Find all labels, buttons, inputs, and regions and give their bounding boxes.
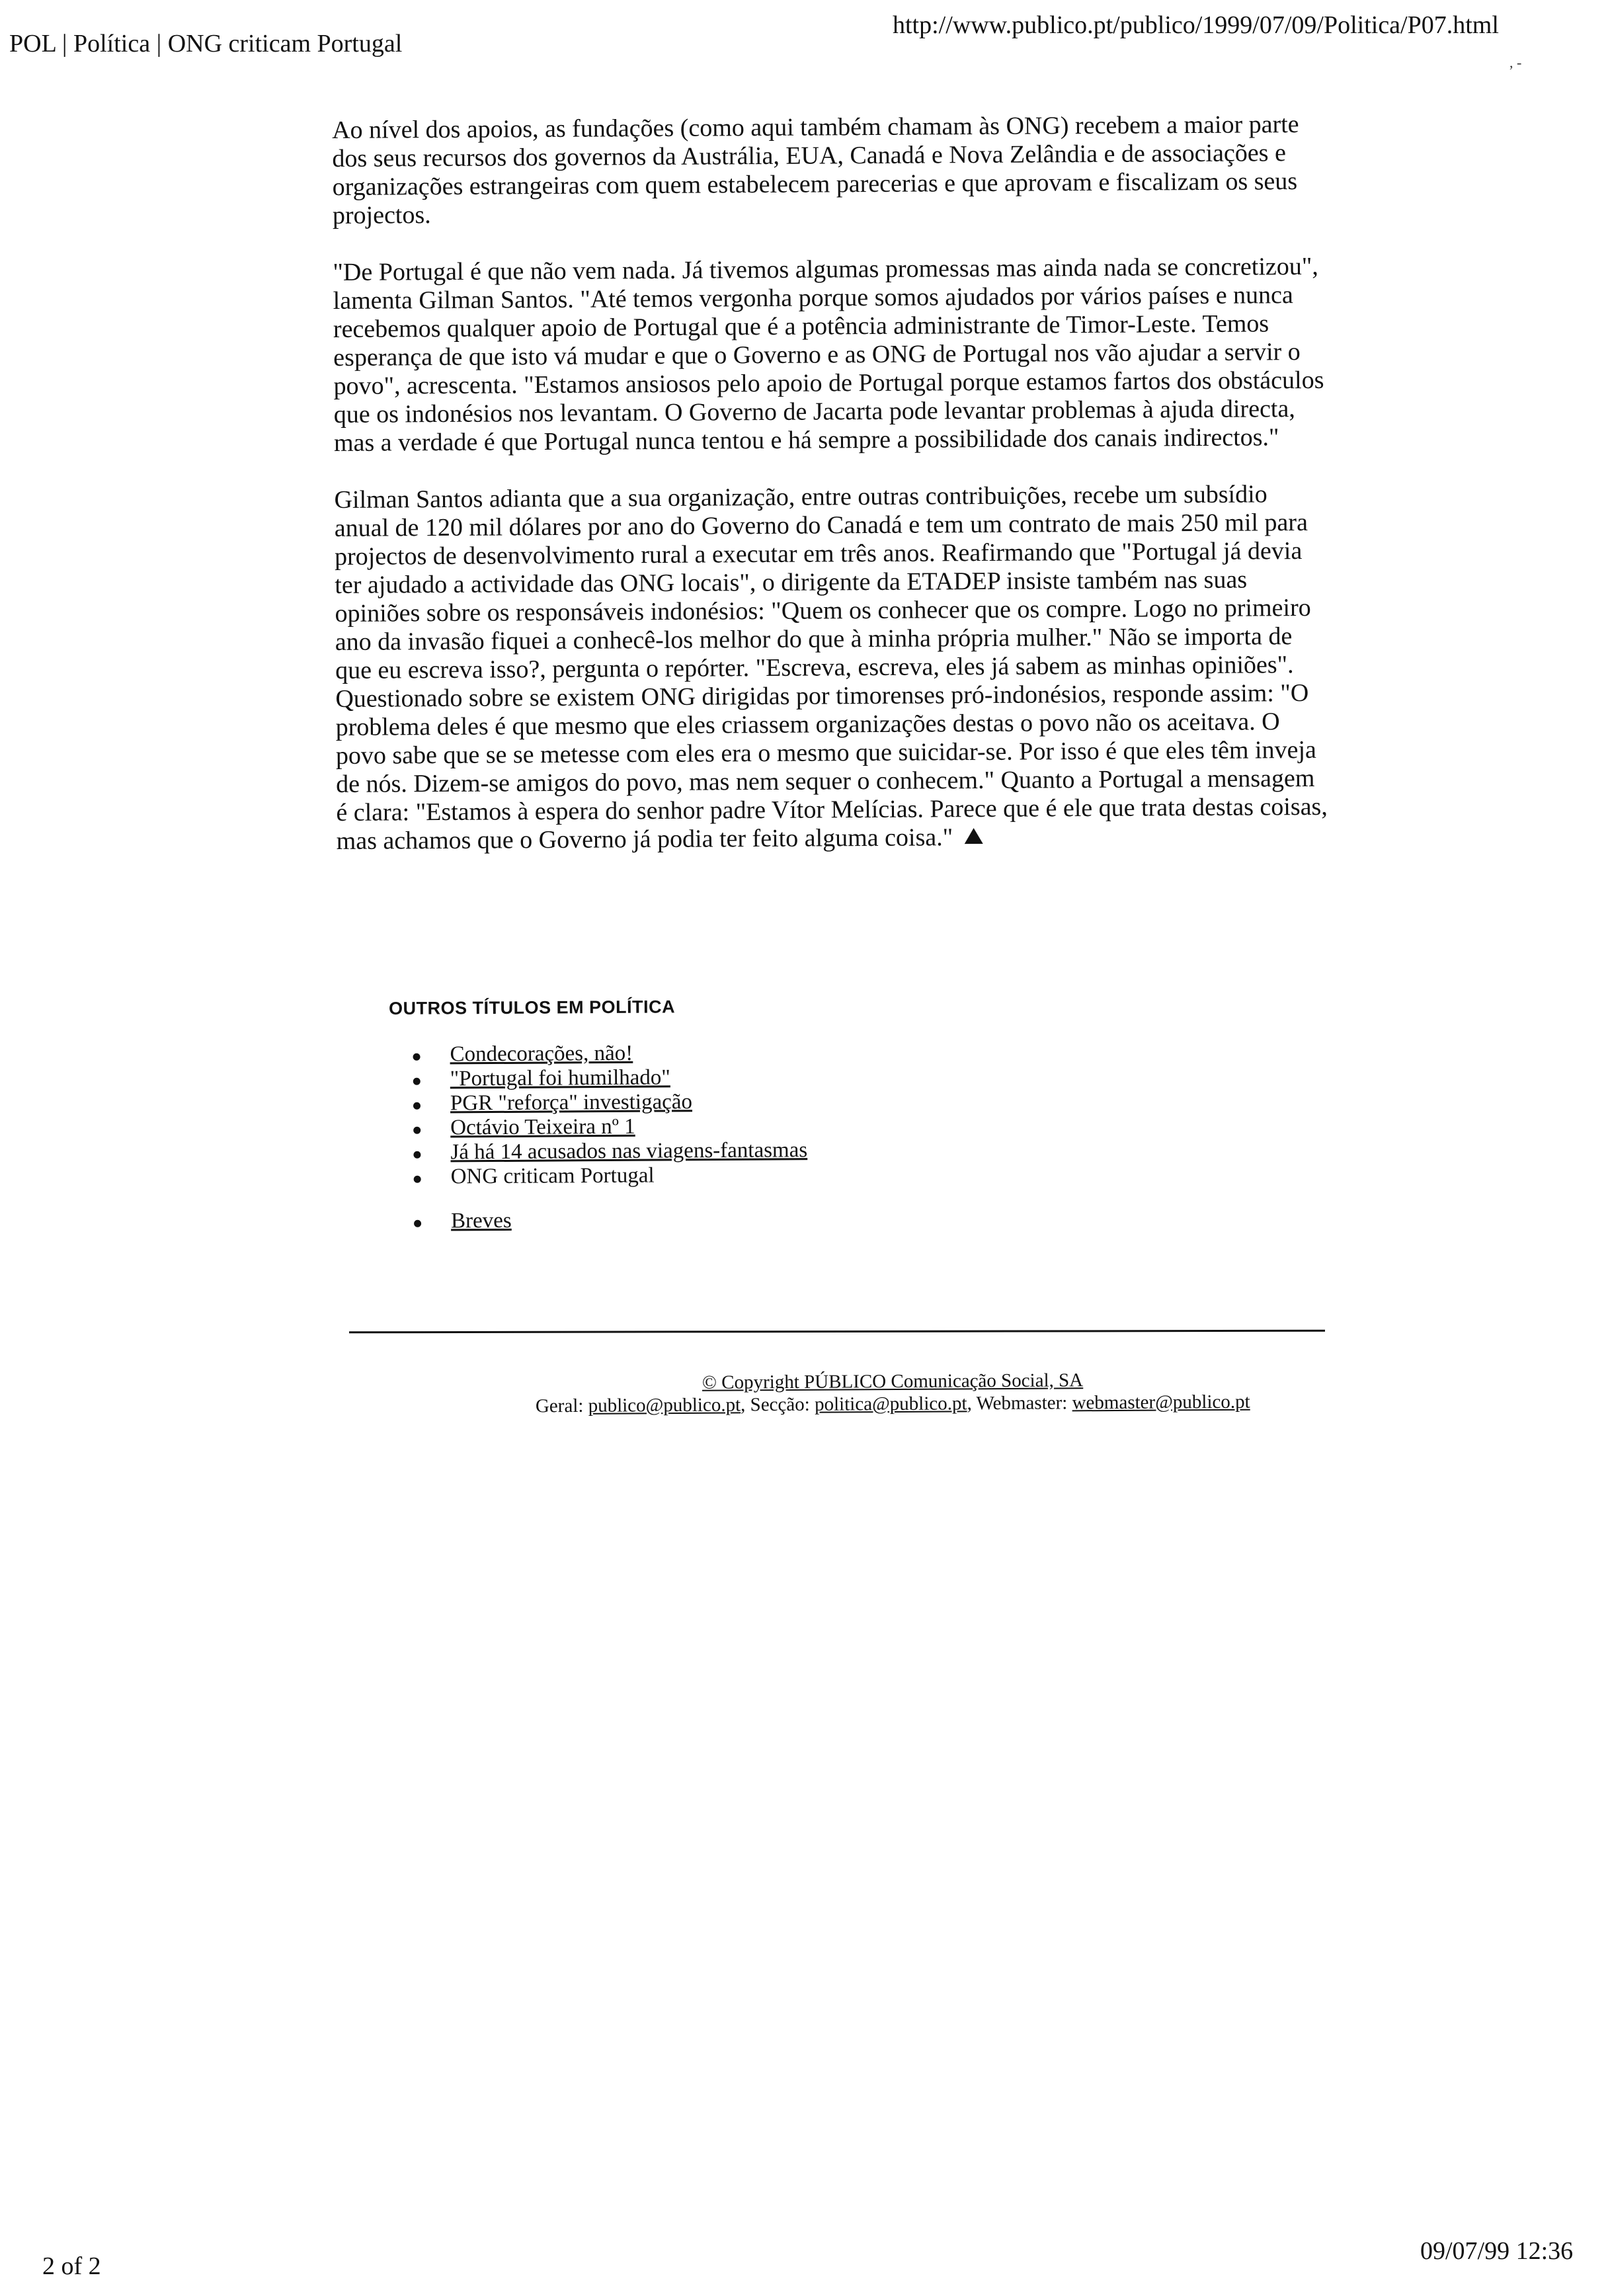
other-title-link-4[interactable]: Octávio Teixeira nº 1 — [450, 1114, 635, 1140]
print-page-number: 2 of 2 — [42, 2252, 101, 2280]
print-header-title: POL | Política | ONG criticam Portugal — [9, 30, 403, 58]
webmaster-email-link[interactable]: webmaster@publico.pt — [1072, 1391, 1250, 1414]
seccao-label: Secção: — [750, 1393, 810, 1416]
article-body — [332, 110, 1328, 884]
article-paragraph-3 — [334, 480, 1328, 856]
copyright-link[interactable]: © Copyright PÚBLICO Comunicação Social, SA — [702, 1370, 1084, 1393]
other-title-link-3[interactable]: PGR "reforça" investigação — [450, 1090, 693, 1116]
list-item — [390, 1205, 1184, 1234]
other-title-link-2[interactable]: "Portugal foi humilhado" — [450, 1065, 670, 1091]
print-header-url: http://www.publico.pt/publico/1999/07/09/Politica/P07.html — [893, 11, 1499, 39]
webmaster-label: Webmaster: — [976, 1392, 1068, 1414]
geral-label: Geral: — [535, 1395, 584, 1417]
other-titles-heading: OUTROS TÍTULOS EM POLÍTICA — [389, 997, 676, 1018]
back-to-top-arrow-icon[interactable] — [965, 828, 983, 844]
contact-line: Geral: publico@publico.pt, Secção: politica@publico.pt, Webmaster: webmaster@publico.pt — [535, 1391, 1250, 1417]
breves-link[interactable]: Breves — [450, 1208, 512, 1233]
print-datetime: 09/07/99 12:36 — [1420, 2237, 1574, 2265]
other-titles-section — [389, 994, 1184, 1234]
geral-email-link[interactable]: publico@publico.pt — [588, 1394, 741, 1416]
list-item — [390, 1161, 1184, 1190]
article-paragraph-3-text: Gilman Santos adianta que a sua organização, entre outras contribuições, recebe um subsídio anual de 120 mil dólares por ano do Governo do Canadá e tem um contrato de mais 250 mil para projectos de desenvolvimento rural a executar em três anos. Reafirmando que "Portugal já devia ter ajudado a actividade das ONG locais", o dirigente da ETADEP insiste também nas suas opiniões sobre os responsáveis indonésios: "Quem os conhecer que os compre. Logo no primeiro ano da invasão fiquei a conhecê-los melhor do que à minha própria mulher." Não se importa de que eu escreva isso?, pergunta o repórter. "Escreva, escreva, eles já sabem as minhas opiniões". Questionado sobre se existem ONG dirigidas por timorenses pró-indonésios, responde assim: "O problema deles é que mesmo que eles criassem organizações destas o povo não os aceitava. O povo sabe que se se metesse com eles era o mesmo que suicidar-se. Por isso é que eles têm inveja de nós. Dizem-se amigos do povo, mas nem sequer o conhecem." Quanto a Portugal a mensagem é clara: "Estamos à espera do senhor padre Vítor Melícias. Parece que é ele que trata destas coisas, mas achamos que o Governo já podia ter feito alguma coisa." — [334, 480, 1328, 855]
breves-list — [390, 1205, 1184, 1234]
scan-mark: , - — [1509, 54, 1522, 71]
other-title-link-5[interactable]: Já há 14 acusados nas viagens-fantasmas — [450, 1138, 808, 1165]
seccao-email-link[interactable]: politica@publico.pt — [814, 1393, 967, 1415]
current-article-title: ONG criticam Portugal — [450, 1163, 655, 1189]
article-paragraph-1: Ao nível dos apoios, as fundações (como aqui também chamam às ONG) recebem a maior parte dos seus recursos dos governos da Austrália, EUA, Canadá e Nova Zelândia e de associações e organizações estrangeiras com quem estabelecem parecerias e que aprovam e fiscalizam os seus projectos. — [332, 110, 1299, 229]
other-title-link-1[interactable]: Condecorações, não! — [450, 1041, 633, 1067]
other-titles-list — [389, 1038, 1183, 1190]
site-footer — [463, 1368, 1322, 1418]
footer-divider — [349, 1330, 1325, 1334]
article-paragraph-2: "De Portugal é que não vem nada. Já tivemos algumas promessas mas ainda nada se concretizou", lamenta Gilman Santos. "Até temos vergonha porque somos ajudados por vários países e nunca recebemos qualquer apoio de Portugal que é a potência administrante de Timor-Leste. Temos esperança de que isto vá mudar e que o Governo e as ONG de Portugal nos vão ajudar a servir o povo", acrescenta. "Estamos ansiosos pelo apoio de Portugal porque estamos fartos dos obstáculos que os indonésios nos levantam. O Governo de Jacarta pode levantar problemas à ajuda directa, mas a verdade é que Portugal nunca tentou e há sempre a possibilidade dos canais indirectos." — [333, 252, 1324, 457]
